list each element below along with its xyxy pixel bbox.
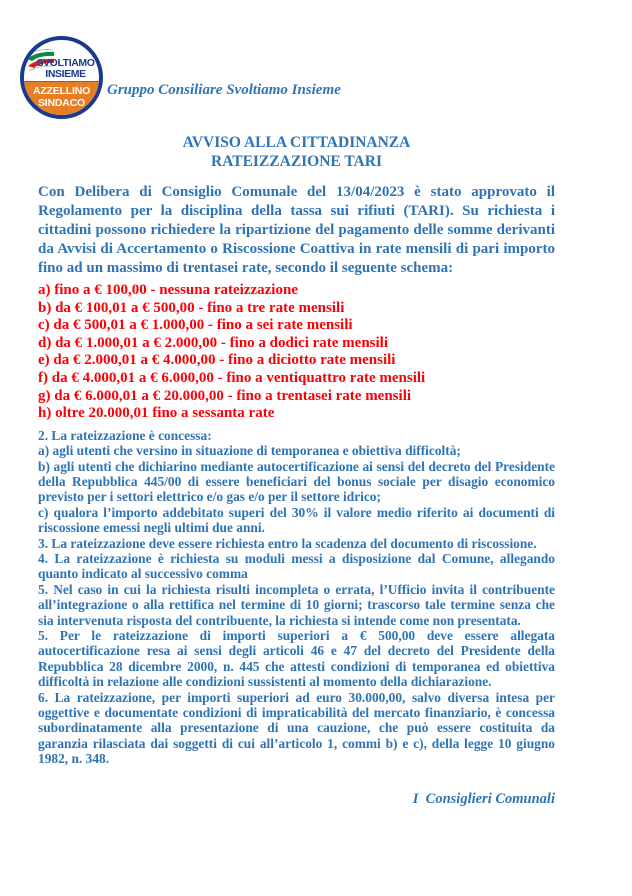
party-name-line1: SVOLTIAMO <box>36 57 95 69</box>
rate-tier-line: c) da € 500,01 a € 1.000,00 - fino a sei rate mensili <box>38 317 353 334</box>
clauses-section <box>38 428 555 767</box>
notice-title-line1: AVVISO ALLA CITTADINANZA <box>182 134 411 151</box>
notice-title <box>38 133 555 171</box>
document-header <box>20 36 555 122</box>
rate-schedule-list <box>38 282 555 423</box>
candidate-band <box>24 81 99 115</box>
clause-paragraph: b) agli utenti che dichiarino mediante autocertificazione ai sensi del decreto del Presidente della Repubblica 445/00 di essere beneficiari del bonus sociale per disagio economico previsto per i settori elettrico e/o gas e/o per il settore idrico; <box>38 458 555 505</box>
party-logo-top-half <box>24 40 99 81</box>
clause-paragraph: 4. La rateizzazione è richiesta su moduli messi a disposizione dal Comune, allegando quanto indicato al successivo comma <box>38 551 555 582</box>
clause-paragraph: 3. La rateizzazione deve essere richiesta entro la scadenza del documento di riscossione. <box>38 535 537 551</box>
party-name-line2: INSIEME <box>45 68 86 80</box>
clause-paragraph: a) agli utenti che versino in situazione di temporanea e obiettiva difficoltà; <box>38 443 461 459</box>
party-logo <box>20 36 103 119</box>
rate-tier-line: e) da € 2.000,01 a € 4.000,00 - fino a diciotto rate mensili <box>38 352 396 369</box>
candidate-name-line1: AZZELLINO <box>32 85 91 97</box>
rate-tier-line: d) da € 1.000,01 a € 2.000,00 - fino a dodici rate mensili <box>38 334 389 351</box>
clause-paragraph: 5. Nel caso in cui la richiesta risulti incompleta o errata, l’Ufficio invita il contribuente all’integrazione o alla rettifica nel termine di 10 giorni; trascorso tale termine senza che sia intervenuta risposta del contribuente, la richiesta si intende come non presentata. <box>38 581 555 628</box>
notice-title-line2: RATEIZZAZIONE TARI <box>211 153 382 170</box>
clause-paragraph: 6. La rateizzazione, per importi superiori ad euro 30.000,00, salvo diversa intesa per oggettive e documentate condizioni di impraticabilità del mercato finanziario, è concessa subordinatamente alla presentazione di una cauzione, che può essere costituita da garanzia rilasciata dai soggetti di cui all’articolo 1, commi b) e c), della legge 10 giugno 1982, n. 348. <box>38 689 555 767</box>
signature-line: I Consiglieri Comunali <box>412 790 555 807</box>
party-name <box>28 58 94 81</box>
council-group-name: Gruppo Consiliare Svoltiamo Insieme <box>107 82 341 98</box>
rate-tier-line: g) da € 6.000,01 a € 20.000,00 - fino a trentasei rate mensili <box>38 387 412 404</box>
clause-paragraph: 5. Per le rateizzazione di importi superiori a € 500,00 deve essere allegata autocertificazione resa ai sensi degli articoli 46 e 47 del decreto del Presidente della Repubblica 28 dicembre 2000, n. 445 che attesti condizioni di temporanea ed obiettiva difficoltà in relazione alle condizioni sussistenti al momento della dichiarazione. <box>38 628 555 690</box>
candidate-name-line2: SINDACO <box>37 97 86 109</box>
rate-tier-line: a) fino a € 100,00 - nessuna rateizzazione <box>38 282 298 298</box>
clause-paragraph: c) qualora l’importo addebitato superi del 30% il valore medio riferito ai documenti di riscossione emessi negli ultimi due anni. <box>38 504 555 536</box>
rate-tier-line: b) da € 100,01 a € 500,00 - fino a tre rate mensili <box>38 299 345 316</box>
intro-paragraph: Con Delibera di Consiglio Comunale del 13/04/2023 è stato approvato il Regolamento per la disciplina della tassa sui rifiuti (TARI). Su richiesta i cittadini possono richiedere la ripartizione del pagamento delle somme derivanti da Avvisi di Accertamento o Riscossione Coattiva in rate mensili di pari importo fino ad un massimo di trentasei rate, secondo il seguente schema: <box>38 184 555 276</box>
rate-tier-line: h) oltre 20.000,01 fino a sessanta rate <box>38 405 275 422</box>
rate-tier-line: f) da € 4.000,01 a € 6.000,00 - fino a ventiquattro rate mensili <box>38 369 426 386</box>
clause-paragraph: 2. La rateizzazione è concessa: <box>38 427 212 443</box>
